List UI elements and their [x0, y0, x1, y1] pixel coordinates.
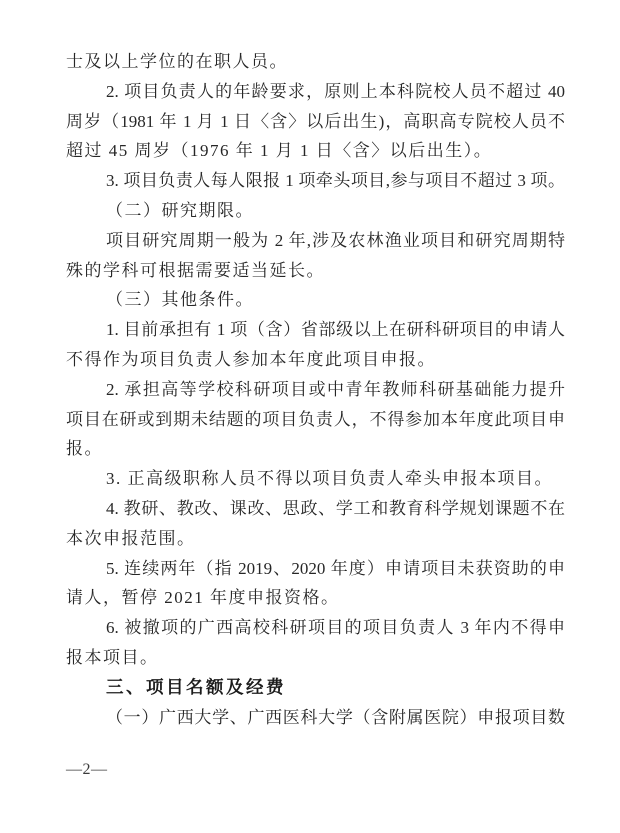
doc-line: 殊的学科可根据需要适当延长。 [66, 260, 325, 280]
doc-line: 士及以上学位的在职人员。 [66, 52, 288, 71]
doc-line: 报本项目。 [66, 647, 159, 667]
doc-line: （一）广西大学、广西医科大学（含附属医院）申报项目数 [106, 707, 565, 727]
doc-line: 周岁（1981 年 1 月 1 日〈含〉以后出生)，高职高专院校人员不 [66, 111, 565, 131]
doc-line: 项目研究周期一般为 2 年,涉及农林渔业项目和研究周期特 [106, 230, 565, 250]
doc-line: 不得作为项目负责人参加本年度此项目申报。 [66, 349, 436, 369]
doc-line: 本次申报范围。 [66, 528, 196, 548]
doc-line: 报。 [66, 439, 103, 459]
page-number: —2— [66, 761, 108, 778]
doc-line: 2. 承担高等学校科研项目或中青年教师科研基础能力提升 [106, 379, 565, 399]
doc-line: 4. 教研、教改、课改、思政、学工和教育科学规划课题不在 [106, 498, 565, 518]
doc-line: 超过 45 周岁（1976 年 1 月 1 日〈含〉以后出生）。 [66, 141, 493, 161]
doc-line: 3. 项目负责人每人限报 1 项牵头项目,参与项目不超过 3 项。 [106, 171, 565, 191]
section-heading: 三、项目名额及经费 [106, 676, 286, 697]
doc-line: 5. 连续两年（指 2019、2020 年度）申请项目未获资助的申 [106, 558, 565, 578]
doc-line: 项目在研或到期未结题的项目负责人，不得参加本年度此项目申 [66, 409, 565, 429]
doc-line: 1. 目前承担有 1 项（含）省部级以上在研科研项目的申请人 [106, 320, 565, 340]
doc-line: 请人，暂停 2021 年度申报资格。 [66, 588, 340, 608]
document-body [66, 47, 565, 732]
doc-line: 2. 项目负责人的年龄要求，原则上本科院校人员不超过 40 [106, 81, 565, 101]
doc-line: 6. 被撤项的广西高校科研项目的项目负责人 3 年内不得申 [106, 618, 565, 638]
doc-line: 3. 正高级职称人员不得以项目负责人牵头申报本项目。 [106, 469, 553, 489]
doc-line: （二）研究期限。 [106, 200, 254, 220]
doc-line: （三）其他条件。 [106, 290, 254, 310]
